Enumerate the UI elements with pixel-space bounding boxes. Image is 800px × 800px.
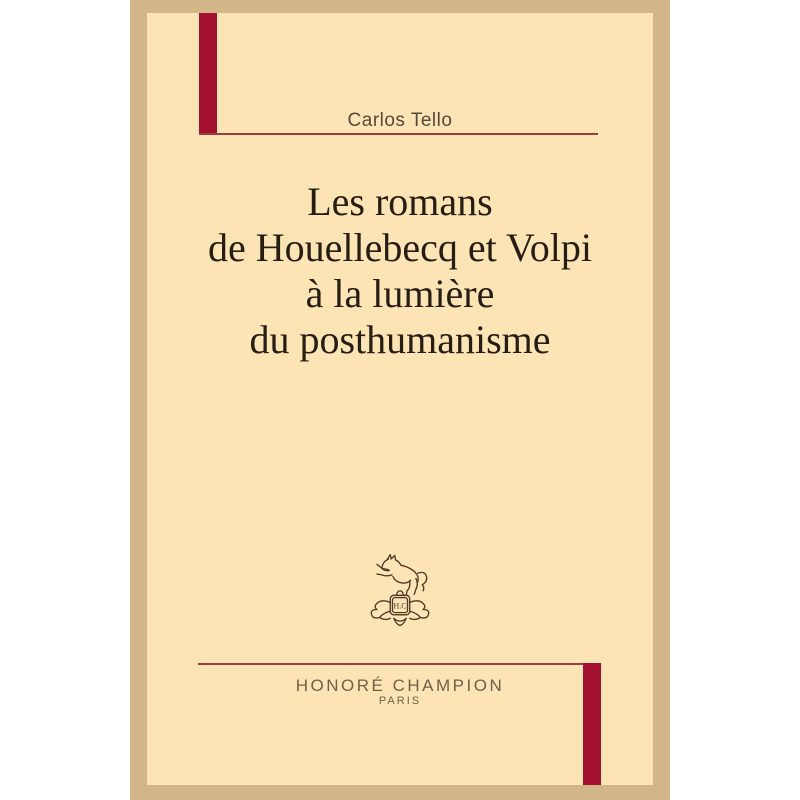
- publisher-city: PARIS: [378, 695, 422, 707]
- book-title: [147, 179, 653, 363]
- title-line-2: de Houellebecq et Volpi: [208, 225, 592, 270]
- publisher-name: HONORÉ CHAMPION: [295, 676, 505, 695]
- title-line-3: à la lumière: [305, 271, 495, 316]
- publisher-emblem: [360, 551, 440, 634]
- cover-inner: [147, 13, 653, 785]
- title-line-4: du posthumanisme: [249, 317, 551, 362]
- title-line-1: Les romans: [307, 179, 493, 224]
- book-cover: [130, 0, 670, 800]
- horse-emblem-icon: [360, 551, 440, 629]
- emblem-monogram: H.C: [393, 601, 407, 611]
- footer-rule: [198, 663, 601, 665]
- author-rule: [199, 133, 598, 135]
- author-name: Carlos Tello: [347, 110, 453, 131]
